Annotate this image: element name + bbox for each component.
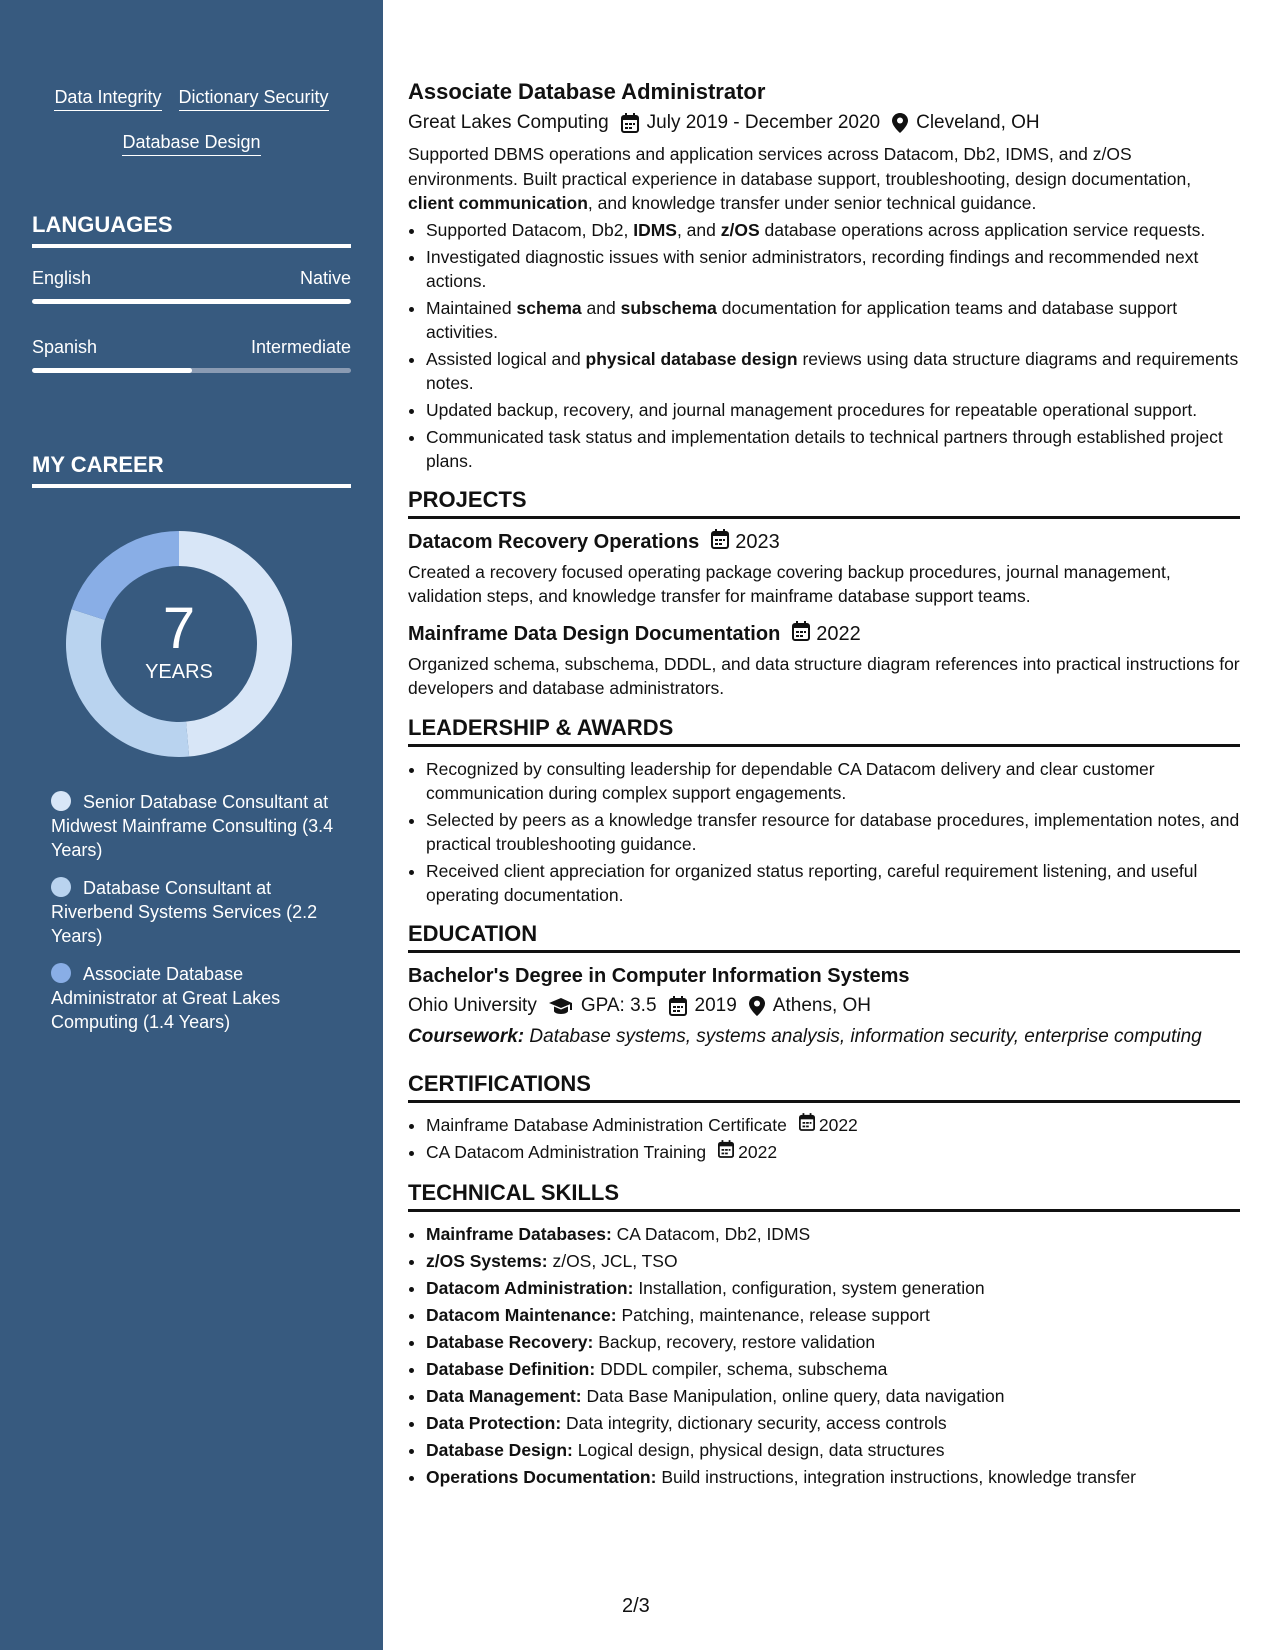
language-level: Intermediate [250, 337, 351, 357]
job-title: Associate Database Administrator [408, 79, 766, 104]
career-item [51, 876, 341, 948]
certification-year: 2022 [738, 1141, 778, 1162]
certification-item [426, 1140, 1240, 1164]
certification-year: 2022 [818, 1114, 858, 1135]
career-item-text: Database Consultant at Riverbend Systems Services (2.2 Years) [51, 878, 318, 946]
education-meta [408, 993, 1240, 1019]
job-bullet: • Assisted logical and physical database design reviews using data structure diagrams and requirements notes. [426, 347, 1240, 395]
skills-list [408, 1222, 1240, 1489]
skill-item [426, 1222, 1240, 1246]
job-company: Great Lakes Computing [408, 112, 609, 133]
skill-label: Mainframe Databases: [426, 1223, 612, 1244]
skill-item [426, 1465, 1240, 1489]
leadership-list [408, 757, 1240, 907]
calendar-icon [711, 529, 729, 556]
job-bullets [408, 218, 1240, 473]
certification-name: • CA Datacom Administration Training [426, 1141, 707, 1162]
location-pin-icon [892, 113, 908, 133]
project-title [408, 529, 1240, 556]
certification-item [426, 1113, 1240, 1137]
skill-item [426, 1249, 1240, 1273]
job-location: Cleveland, OH [916, 112, 1040, 133]
job-dates: July 2019 - December 2020 [646, 112, 881, 133]
job-bullet: • Updated backup, recovery, and journal management procedures for repeatable operational support. [426, 398, 1240, 422]
certifications-heading: CERTIFICATIONS [408, 1071, 1240, 1103]
skill-value: Installation, configuration, system generation [638, 1277, 985, 1298]
leadership-item: • Recognized by consulting leadership for dependable CA Datacom delivery and clear customer communication during complex support engagements. [426, 757, 1240, 805]
language-row [32, 268, 351, 289]
skill-item [426, 1303, 1240, 1327]
degree-title: Bachelor's Degree in Computer Information Systems [408, 964, 910, 987]
leadership-heading: LEADERSHIP & AWARDS [408, 715, 1240, 747]
calendar-icon [799, 1113, 815, 1137]
job-summary: Supported DBMS operations and application services across Datacom, Db2, IDMS, and z/OS environments. Built practical experience in database support, troubleshooting, design documentation, client communication, and knowledge transfer under senior technical guidance. [408, 144, 1192, 213]
skill-value: DDDL compiler, schema, subschema [600, 1358, 888, 1379]
skill-tag: Dictionary Security [179, 86, 329, 111]
skill-label: Operations Documentation: [426, 1466, 657, 1487]
skill-value: Data Base Manipulation, online query, data navigation [586, 1385, 1005, 1406]
language-bar [32, 299, 351, 304]
skill-value: Logical design, physical design, data structures [577, 1439, 945, 1460]
calendar-icon [718, 1140, 734, 1164]
sidebar [0, 0, 383, 1650]
skill-value: Build instructions, integration instructions, knowledge transfer [661, 1466, 1136, 1487]
skill-item [426, 1330, 1240, 1354]
leadership-item: • Received client appreciation for organized status reporting, careful requirement listening, and useful operating documentation. [426, 859, 1240, 907]
project-description: Organized schema, subschema, DDDL, and data structure diagram references into practical instructions for developers and database administrators. [408, 653, 1240, 698]
career-item [51, 790, 341, 862]
language-level: Native [299, 268, 351, 288]
graduation-cap-icon [549, 997, 573, 1015]
certifications-list [408, 1113, 1240, 1164]
job-bullet: • Investigated diagnostic issues with senior administrators, recording findings and recommended next actions. [426, 245, 1240, 293]
graduation-year: 2019 [694, 994, 737, 1016]
school-location: Athens, OH [772, 994, 872, 1016]
project-name: Datacom Recovery Operations [408, 531, 700, 553]
skill-value: CA Datacom, Db2, IDMS [616, 1223, 811, 1244]
career-heading: MY CAREER [32, 452, 351, 488]
location-pin-icon [749, 996, 765, 1016]
main-content [408, 78, 1240, 1492]
skill-label: Data Management: [426, 1385, 582, 1406]
skill-item [426, 1357, 1240, 1381]
language-bar [32, 368, 351, 373]
career-total-number: 7 [162, 595, 196, 661]
job-meta [408, 110, 1240, 136]
skill-item [426, 1438, 1240, 1462]
skill-item [426, 1276, 1240, 1300]
calendar-icon [621, 113, 639, 133]
skill-label: Data Protection: [426, 1412, 562, 1433]
career-total-unit: YEARS [145, 660, 213, 683]
language-name: English [32, 268, 92, 288]
job-bullet: • Supported Datacom, Db2, IDMS, and z/OS database operations across application service requests. [426, 218, 1240, 242]
skill-value: z/OS, JCL, TSO [552, 1250, 678, 1271]
career-item [51, 962, 341, 1034]
legend-dot-icon [51, 877, 71, 897]
coursework [408, 1025, 1240, 1049]
project-title [408, 621, 1240, 648]
education-heading: EDUCATION [408, 921, 1240, 953]
gpa: GPA: 3.5 [580, 994, 657, 1016]
career-item-text: Associate Database Administrator at Great Lakes Computing (1.4 Years) [51, 964, 281, 1032]
leadership-item: • Selected by peers as a knowledge transfer resource for database procedures, implementation notes, and practical troubleshooting guidance. [426, 808, 1240, 856]
school-name: Ohio University [408, 994, 537, 1016]
language-bar-fill [32, 299, 351, 304]
skill-tag: Data Integrity [54, 86, 161, 111]
page-number: 2/3 [622, 1595, 650, 1617]
skills-heading: TECHNICAL SKILLS [408, 1180, 1240, 1212]
job-bullet: • Maintained schema and subschema documentation for application teams and database support activities. [426, 296, 1240, 344]
calendar-icon [792, 621, 810, 648]
career-list [51, 790, 341, 1048]
coursework-label: Coursework: [408, 1025, 525, 1047]
projects-heading: PROJECTS [408, 487, 1240, 519]
project-description: Created a recovery focused operating package covering backup procedures, journal management, validation steps, and knowledge transfer for mainframe database support teams. [408, 561, 1171, 606]
certification-name: • Mainframe Database Administration Certificate [426, 1114, 787, 1135]
legend-dot-icon [51, 791, 71, 811]
project-year: 2022 [816, 623, 861, 645]
career-total [66, 531, 292, 757]
skill-item [426, 1384, 1240, 1408]
skill-tag: Database Design [122, 131, 260, 156]
skill-value: Data integrity, dictionary security, access controls [566, 1412, 947, 1433]
career-item-text: Senior Database Consultant at Midwest Mainframe Consulting (3.4 Years) [51, 792, 334, 860]
skill-label: Datacom Maintenance: [426, 1304, 617, 1325]
project-name: Mainframe Data Design Documentation [408, 623, 781, 645]
skill-value: Patching, maintenance, release support [621, 1304, 930, 1325]
skill-label: z/OS Systems: [426, 1250, 548, 1271]
calendar-icon [669, 996, 687, 1016]
language-bar-fill [32, 368, 192, 373]
skill-value: Backup, recovery, restore validation [598, 1331, 876, 1352]
languages-heading: LANGUAGES [32, 212, 351, 248]
legend-dot-icon [51, 963, 71, 983]
skill-label: Database Design: [426, 1439, 573, 1460]
skill-label: Datacom Administration: [426, 1277, 634, 1298]
coursework-text: Database systems, systems analysis, information security, enterprise computing [529, 1025, 1202, 1047]
skill-tags [32, 86, 351, 156]
job-bullet: • Communicated task status and implementation details to technical partners through established project plans. [426, 425, 1240, 473]
skill-item [426, 1411, 1240, 1435]
language-row [32, 337, 351, 358]
skill-label: Database Recovery: [426, 1331, 594, 1352]
project-year: 2023 [735, 531, 780, 553]
language-name: Spanish [32, 337, 98, 357]
skill-label: Database Definition: [426, 1358, 596, 1379]
